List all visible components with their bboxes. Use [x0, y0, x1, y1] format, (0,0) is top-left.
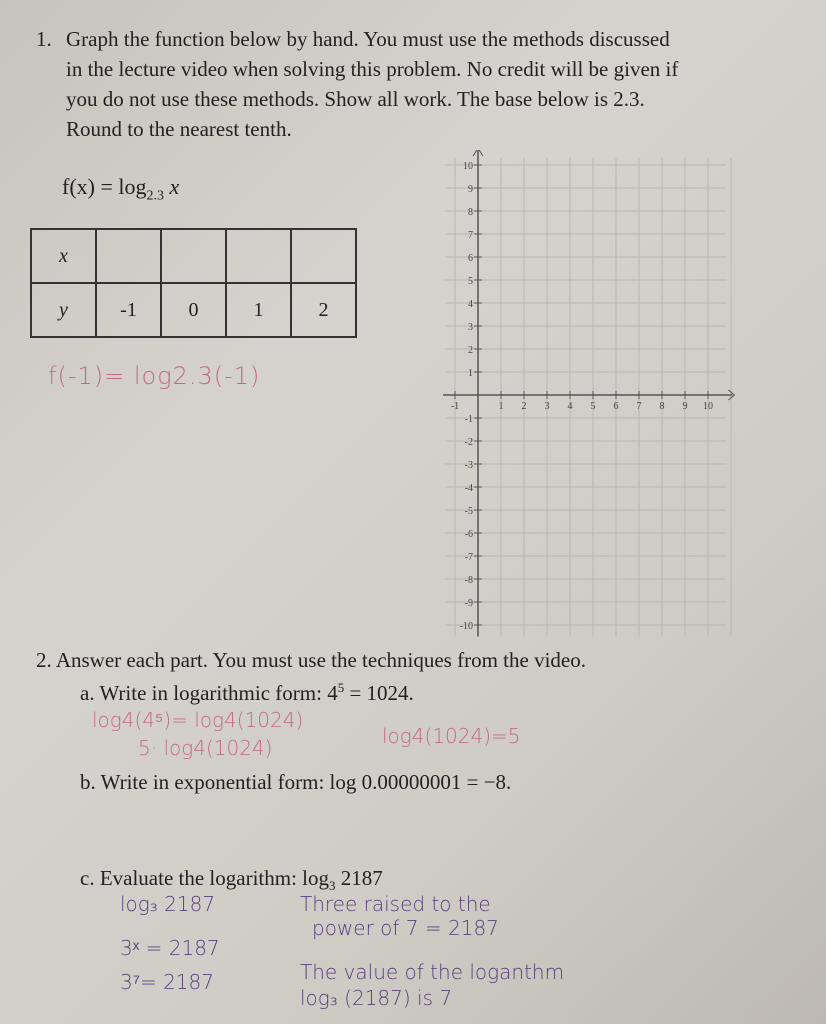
table-row: [31, 229, 356, 283]
problem-1-instructions: [66, 24, 786, 144]
x-tick-label: 4: [567, 401, 573, 412]
instruction-line: in the lecture video when solving this problem. No credit will be given if: [66, 57, 679, 81]
y-tick-label: -1: [464, 414, 473, 425]
x-tick-label: 8: [659, 401, 665, 412]
part-c: [80, 866, 383, 894]
instruction-line: Round to the nearest tenth.: [66, 117, 292, 141]
x-tick-label: 2: [521, 401, 527, 412]
part-a-rhs: = 1024.: [349, 681, 414, 705]
function-base: 2.3: [146, 188, 164, 204]
x-tick-label: 5: [590, 401, 596, 412]
part-c-work-1: log₃ 2187: [120, 892, 216, 916]
part-a: [80, 680, 414, 706]
problem-2-header: 2. Answer each part. You must use the techniques from the video.: [36, 648, 586, 672]
y-cell: 2: [291, 283, 356, 337]
y-tick-label: 5: [468, 276, 473, 287]
axes: [443, 150, 734, 637]
function-prefix: f(x) = log: [62, 174, 147, 199]
part-c-label: c. Evaluate the logarithm: log: [80, 866, 330, 890]
x-cell[interactable]: [291, 229, 356, 283]
x-tick-label: 1: [498, 401, 504, 412]
coordinate-grid[interactable]: [420, 150, 740, 640]
y-tick-label: 7: [468, 230, 473, 241]
y-tick-label: 2: [468, 345, 473, 356]
y-cell: 0: [161, 283, 226, 337]
y-tick-label: -5: [464, 506, 473, 517]
part-a-base: 4: [327, 681, 338, 705]
part-a-work-1: log4(4⁵)= log4(1024): [92, 708, 304, 732]
x-tick-labels: [451, 401, 713, 412]
part-c-work-2: 3ˣ = 2187: [120, 936, 220, 960]
y-tick-label: 10: [463, 161, 473, 172]
y-tick-label: -4: [464, 483, 473, 494]
y-tick-label: 1: [468, 368, 473, 379]
x-tick-label: 6: [613, 401, 619, 412]
y-tick-label: 9: [468, 184, 473, 195]
part-c-work-3: 3⁷= 2187: [120, 970, 214, 994]
part-a-work-2: 5· log4(1024): [138, 736, 273, 760]
y-tick-label: -10: [459, 621, 473, 632]
y-tick-label: -9: [464, 598, 473, 609]
row-label-x: x: [31, 229, 96, 283]
x-tick-label: -1: [450, 401, 460, 412]
function-variable: x: [169, 174, 180, 199]
instruction-line: you do not use these methods. Show all work. The base below is 2.3.: [66, 87, 645, 111]
y-tick-label: -3: [464, 460, 473, 471]
part-a-exponent: 5: [337, 680, 345, 695]
x-cell[interactable]: [161, 229, 226, 283]
y-tick-label: -6: [464, 529, 473, 540]
instruction-line: Graph the function below by hand. You must use the methods discussed: [66, 27, 670, 51]
part-b-label: b. Write in exponential form: log 0.00000001 = −8.: [80, 770, 512, 794]
xy-table: [30, 228, 357, 338]
part-c-note-4: log₃ (2187) is 7: [300, 986, 453, 1010]
row-label-y: y: [31, 283, 96, 337]
part-c-note-2: power of 7 = 2187: [312, 916, 499, 940]
part-c-base: 3: [329, 878, 336, 894]
part-a-work-3: log4(1024)=5: [382, 724, 521, 748]
x-tick-label: 3: [544, 401, 550, 412]
x-tick-label: 7: [636, 401, 642, 412]
y-tick-label: 4: [468, 299, 473, 310]
y-tick-label: -2: [464, 437, 473, 448]
problem-1-number: 1.: [36, 27, 52, 51]
y-cell: -1: [96, 283, 161, 337]
handwritten-work-1: f(-1)= log2.3(-1): [48, 362, 261, 390]
y-tick-label: -8: [464, 575, 473, 586]
part-c-note-3: The value of the loganthm: [300, 960, 565, 984]
x-tick-label: 9: [682, 401, 688, 412]
grid-lines: [445, 158, 731, 636]
function-definition: [62, 174, 179, 204]
x-tick-label: 10: [703, 401, 713, 412]
part-c-argument: 2187: [340, 866, 383, 890]
y-tick-labels: [460, 161, 473, 632]
y-tick-label: 3: [468, 322, 473, 333]
table-row: [31, 283, 356, 337]
y-tick-label: 6: [468, 253, 473, 264]
x-cell[interactable]: [96, 229, 161, 283]
y-tick-label: -7: [464, 552, 473, 563]
part-c-note-1: Three raised to the: [300, 892, 491, 916]
x-cell[interactable]: [226, 229, 291, 283]
part-a-label: a. Write in logarithmic form:: [80, 681, 322, 705]
y-tick-label: 8: [468, 207, 473, 218]
y-cell: 1: [226, 283, 291, 337]
